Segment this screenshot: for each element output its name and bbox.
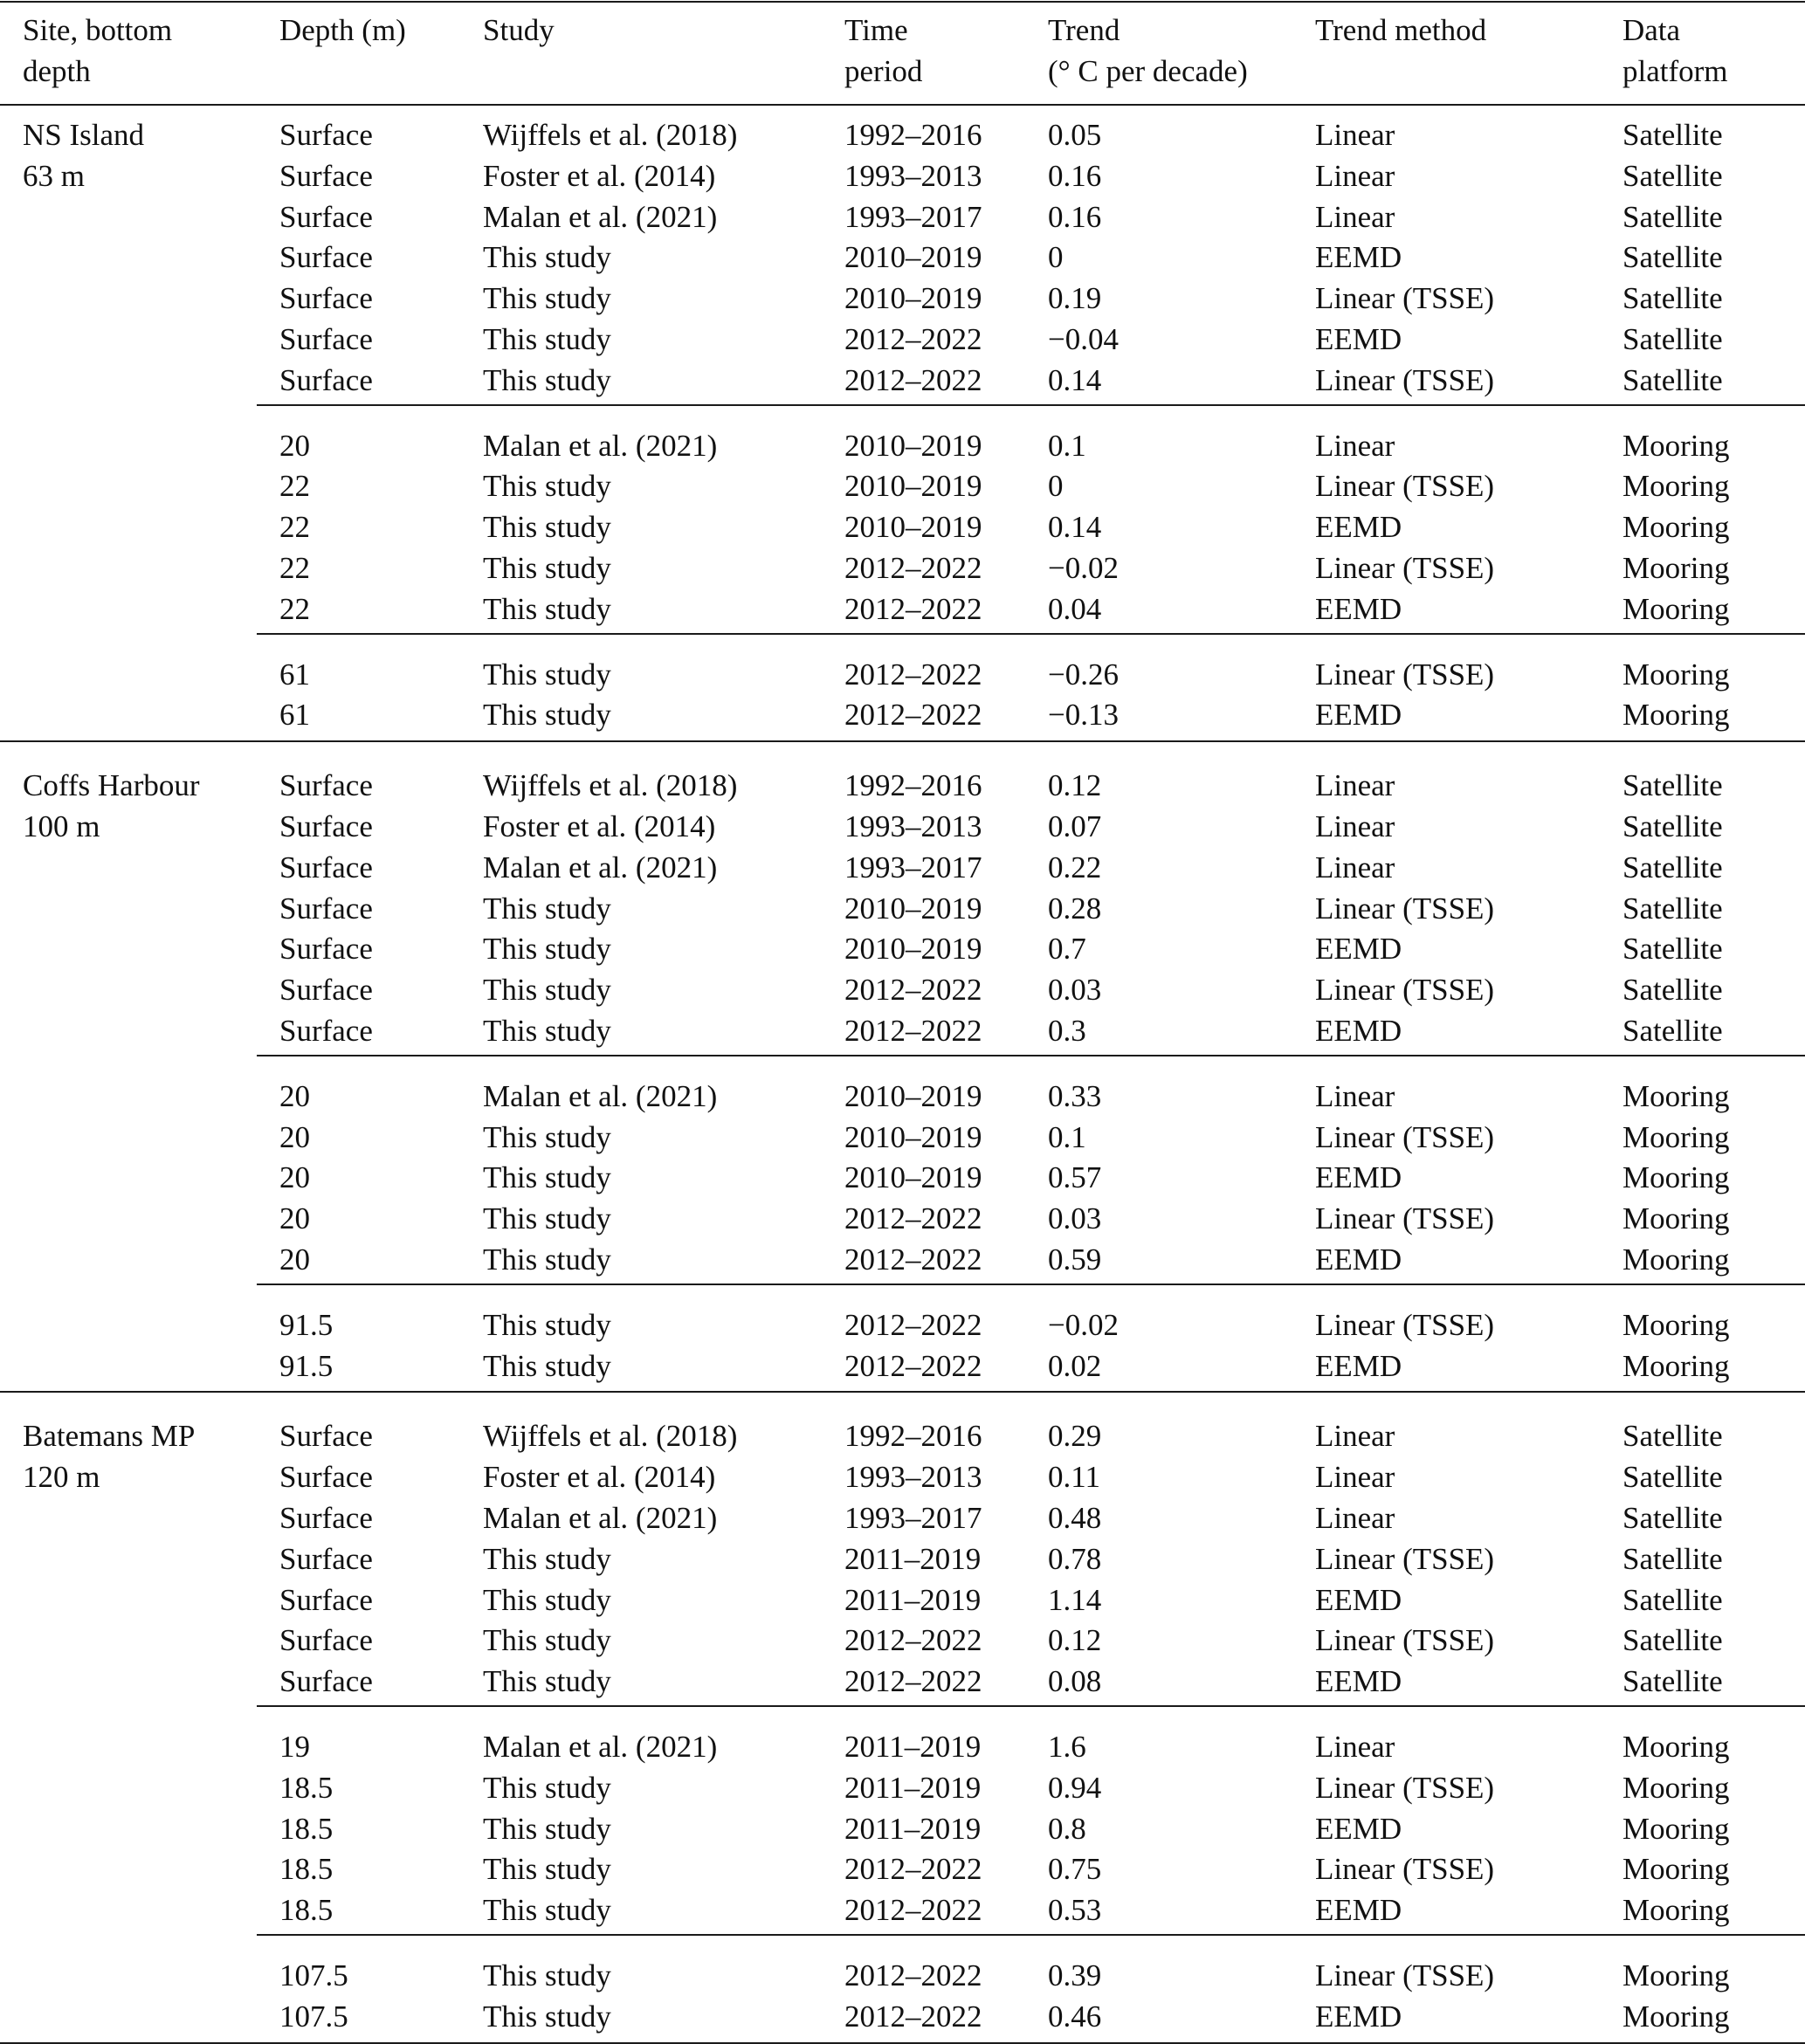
cell-depth: Surface bbox=[279, 1582, 373, 1617]
cell-method: Linear (TSSE) bbox=[1315, 657, 1495, 692]
cell-study: This study bbox=[483, 973, 611, 1008]
cell-method: EEMD bbox=[1315, 510, 1402, 545]
cell-platform: Satellite bbox=[1622, 322, 1723, 356]
cell-study: This study bbox=[483, 1770, 611, 1805]
cell-period: 1993–2017 bbox=[844, 850, 982, 884]
cell-trend: 0.46 bbox=[1048, 1999, 1102, 2034]
cell-period: 2012–2022 bbox=[844, 1893, 982, 1928]
header-site: depth bbox=[23, 54, 91, 88]
cell-depth: Surface bbox=[279, 281, 373, 316]
cell-period: 2010–2019 bbox=[844, 469, 982, 504]
cell-platform: Mooring bbox=[1622, 469, 1730, 504]
cell-method: EEMD bbox=[1315, 698, 1402, 733]
cell-platform: Mooring bbox=[1622, 1160, 1730, 1195]
header-period: Time bbox=[844, 13, 908, 47]
cell-platform: Satellite bbox=[1622, 362, 1723, 397]
cell-depth: 20 bbox=[279, 1160, 310, 1195]
cell-method: EEMD bbox=[1315, 1242, 1402, 1277]
cell-platform: Satellite bbox=[1622, 1014, 1723, 1048]
cell-method: Linear bbox=[1315, 158, 1395, 193]
cell-platform: Satellite bbox=[1622, 932, 1723, 967]
cell-depth: Surface bbox=[279, 932, 373, 967]
cell-period: 1993–2013 bbox=[844, 1460, 982, 1495]
cell-depth: 20 bbox=[279, 1201, 310, 1236]
cell-study: Foster et al. (2014) bbox=[483, 809, 716, 843]
cell-study: Malan et al. (2021) bbox=[483, 1730, 718, 1764]
cell-period: 2010–2019 bbox=[844, 1160, 982, 1195]
cell-study: This study bbox=[483, 1999, 611, 2034]
cell-method: Linear (TSSE) bbox=[1315, 1770, 1495, 1805]
cell-study: This study bbox=[483, 281, 611, 316]
cell-trend: 0.29 bbox=[1048, 1419, 1102, 1454]
cell-period: 2010–2019 bbox=[844, 240, 982, 275]
cell-method: EEMD bbox=[1315, 1582, 1402, 1617]
cell-method: Linear (TSSE) bbox=[1315, 362, 1495, 397]
cell-study: This study bbox=[483, 469, 611, 504]
cell-platform: Mooring bbox=[1622, 1119, 1730, 1154]
cell-period: 2010–2019 bbox=[844, 510, 982, 545]
cell-platform: Satellite bbox=[1622, 768, 1723, 803]
cell-depth: Surface bbox=[279, 891, 373, 926]
cell-study: Foster et al. (2014) bbox=[483, 158, 716, 193]
cell-trend: 0.1 bbox=[1048, 428, 1086, 463]
cell-platform: Mooring bbox=[1622, 1730, 1730, 1764]
site-bottom-depth: 63 m bbox=[23, 158, 85, 193]
cell-period: 2012–2022 bbox=[844, 973, 982, 1008]
cell-study: This study bbox=[483, 551, 611, 585]
cell-depth: Surface bbox=[279, 1014, 373, 1048]
group-rule bbox=[257, 1705, 1805, 1707]
group-rule bbox=[257, 1934, 1805, 1936]
cell-trend: 0.53 bbox=[1048, 1893, 1102, 1928]
cell-period: 1993–2017 bbox=[844, 1501, 982, 1535]
cell-study: This study bbox=[483, 1582, 611, 1617]
cell-method: Linear bbox=[1315, 850, 1395, 884]
cell-study: This study bbox=[483, 1664, 611, 1699]
cell-depth: Surface bbox=[279, 1541, 373, 1576]
cell-study: This study bbox=[483, 1160, 611, 1195]
cell-period: 2010–2019 bbox=[844, 891, 982, 926]
cell-depth: 18.5 bbox=[279, 1893, 334, 1928]
cell-depth: Surface bbox=[279, 322, 373, 356]
header-period: period bbox=[844, 54, 923, 88]
cell-period: 2011–2019 bbox=[844, 1770, 982, 1805]
cell-study: Wijffels et al. (2018) bbox=[483, 118, 738, 152]
cell-depth: Surface bbox=[279, 850, 373, 884]
cell-trend: 0.28 bbox=[1048, 891, 1102, 926]
cell-depth: 22 bbox=[279, 510, 310, 545]
cell-platform: Mooring bbox=[1622, 698, 1730, 733]
cell-period: 2010–2019 bbox=[844, 1119, 982, 1154]
cell-platform: Satellite bbox=[1622, 281, 1723, 316]
cell-depth: Surface bbox=[279, 1664, 373, 1699]
cell-trend: 0.16 bbox=[1048, 199, 1102, 234]
cell-trend: 0.14 bbox=[1048, 362, 1102, 397]
cell-period: 2012–2022 bbox=[844, 1242, 982, 1277]
cell-trend: 0.02 bbox=[1048, 1348, 1102, 1383]
cell-study: This study bbox=[483, 1811, 611, 1846]
cell-study: This study bbox=[483, 591, 611, 626]
cell-platform: Mooring bbox=[1622, 1958, 1730, 1992]
cell-study: This study bbox=[483, 322, 611, 356]
cell-study: Malan et al. (2021) bbox=[483, 1078, 718, 1113]
cell-platform: Mooring bbox=[1622, 1811, 1730, 1846]
cell-trend: 1.14 bbox=[1048, 1582, 1102, 1617]
cell-depth: Surface bbox=[279, 158, 373, 193]
cell-method: EEMD bbox=[1315, 322, 1402, 356]
site-rule bbox=[0, 1391, 1805, 1393]
cell-trend: 0.94 bbox=[1048, 1770, 1102, 1805]
cell-trend: −0.04 bbox=[1048, 322, 1119, 356]
cell-trend: 0.12 bbox=[1048, 1623, 1102, 1658]
header-trend: (° C per decade) bbox=[1048, 54, 1248, 88]
cell-study: This study bbox=[483, 362, 611, 397]
cell-depth: 18.5 bbox=[279, 1770, 334, 1805]
cell-method: Linear (TSSE) bbox=[1315, 1541, 1495, 1576]
cell-trend: 0.33 bbox=[1048, 1078, 1102, 1113]
cell-trend: 0.7 bbox=[1048, 932, 1086, 967]
cell-trend: −0.26 bbox=[1048, 657, 1119, 692]
cell-study: This study bbox=[483, 1242, 611, 1277]
cell-trend: 0.03 bbox=[1048, 973, 1102, 1008]
cell-period: 2010–2019 bbox=[844, 281, 982, 316]
cell-method: Linear bbox=[1315, 1730, 1395, 1764]
cell-method: EEMD bbox=[1315, 932, 1402, 967]
cell-platform: Mooring bbox=[1622, 591, 1730, 626]
cell-trend: 0.75 bbox=[1048, 1852, 1102, 1887]
site-bottom-depth: 120 m bbox=[23, 1460, 100, 1495]
cell-study: This study bbox=[483, 240, 611, 275]
cell-platform: Mooring bbox=[1622, 510, 1730, 545]
cell-method: EEMD bbox=[1315, 1893, 1402, 1928]
cell-platform: Satellite bbox=[1622, 158, 1723, 193]
cell-platform: Satellite bbox=[1622, 118, 1723, 152]
cell-study: This study bbox=[483, 891, 611, 926]
cell-period: 2012–2022 bbox=[844, 1201, 982, 1236]
cell-study: Malan et al. (2021) bbox=[483, 199, 718, 234]
cell-depth: Surface bbox=[279, 1419, 373, 1454]
cell-method: Linear (TSSE) bbox=[1315, 1958, 1495, 1992]
cell-platform: Mooring bbox=[1622, 1348, 1730, 1383]
cell-study: This study bbox=[483, 1893, 611, 1928]
cell-period: 2012–2022 bbox=[844, 1348, 982, 1383]
cell-period: 2012–2022 bbox=[844, 1014, 982, 1048]
cell-depth: Surface bbox=[279, 362, 373, 397]
cell-period: 2012–2022 bbox=[844, 1664, 982, 1699]
cell-method: EEMD bbox=[1315, 1999, 1402, 2034]
cell-method: Linear (TSSE) bbox=[1315, 1852, 1495, 1887]
cell-period: 2010–2019 bbox=[844, 1078, 982, 1113]
cell-depth: 20 bbox=[279, 1119, 310, 1154]
cell-method: Linear (TSSE) bbox=[1315, 1307, 1495, 1342]
group-rule bbox=[257, 1055, 1805, 1056]
cell-period: 2011–2019 bbox=[844, 1811, 982, 1846]
cell-study: This study bbox=[483, 1541, 611, 1576]
cell-method: Linear bbox=[1315, 1501, 1395, 1535]
header-platform: Data bbox=[1622, 13, 1681, 47]
cell-period: 2012–2022 bbox=[844, 1999, 982, 2034]
header-site: Site, bottom bbox=[23, 13, 173, 47]
cell-study: Malan et al. (2021) bbox=[483, 850, 718, 884]
cell-depth: 61 bbox=[279, 698, 310, 733]
cell-period: 2012–2022 bbox=[844, 322, 982, 356]
header-method: Trend method bbox=[1315, 13, 1487, 47]
cell-platform: Satellite bbox=[1622, 1460, 1723, 1495]
cell-depth: Surface bbox=[279, 1460, 373, 1495]
cell-trend: 0.48 bbox=[1048, 1501, 1102, 1535]
cell-trend: 0.39 bbox=[1048, 1958, 1102, 1992]
cell-method: Linear (TSSE) bbox=[1315, 1623, 1495, 1658]
cell-depth: 22 bbox=[279, 551, 310, 585]
cell-period: 1992–2016 bbox=[844, 1419, 982, 1454]
cell-period: 1993–2013 bbox=[844, 158, 982, 193]
cell-period: 2012–2022 bbox=[844, 1623, 982, 1658]
cell-period: 1993–2013 bbox=[844, 809, 982, 843]
cell-trend: 0.11 bbox=[1048, 1460, 1100, 1495]
cell-platform: Mooring bbox=[1622, 657, 1730, 692]
table-bottom-rule bbox=[0, 2042, 1805, 2044]
cell-platform: Satellite bbox=[1622, 1501, 1723, 1535]
cell-study: Foster et al. (2014) bbox=[483, 1460, 716, 1495]
cell-platform: Mooring bbox=[1622, 1201, 1730, 1236]
cell-study: This study bbox=[483, 657, 611, 692]
cell-study: This study bbox=[483, 1201, 611, 1236]
cell-trend: 0 bbox=[1048, 240, 1064, 275]
cell-period: 2011–2019 bbox=[844, 1730, 982, 1764]
cell-period: 2011–2019 bbox=[844, 1541, 982, 1576]
cell-depth: 61 bbox=[279, 657, 310, 692]
cell-study: Wijffels et al. (2018) bbox=[483, 1419, 738, 1454]
cell-period: 2012–2022 bbox=[844, 698, 982, 733]
cell-method: EEMD bbox=[1315, 1664, 1402, 1699]
cell-depth: Surface bbox=[279, 240, 373, 275]
cell-method: Linear (TSSE) bbox=[1315, 891, 1495, 926]
cell-method: Linear (TSSE) bbox=[1315, 469, 1495, 504]
header-rule bbox=[0, 104, 1805, 106]
cell-depth: 91.5 bbox=[279, 1348, 334, 1383]
cell-platform: Satellite bbox=[1622, 1582, 1723, 1617]
cell-depth: Surface bbox=[279, 118, 373, 152]
cell-trend: 0.07 bbox=[1048, 809, 1102, 843]
cell-depth: Surface bbox=[279, 973, 373, 1008]
cell-method: Linear bbox=[1315, 1078, 1395, 1113]
cell-platform: Mooring bbox=[1622, 1242, 1730, 1277]
header-platform: platform bbox=[1622, 54, 1728, 88]
cell-period: 2012–2022 bbox=[844, 1852, 982, 1887]
cell-trend: 0.22 bbox=[1048, 850, 1102, 884]
cell-depth: 22 bbox=[279, 591, 310, 626]
table-top-rule bbox=[0, 1, 1805, 3]
cell-method: Linear bbox=[1315, 1460, 1395, 1495]
cell-depth: Surface bbox=[279, 768, 373, 803]
cell-trend: 0.08 bbox=[1048, 1664, 1102, 1699]
cell-trend: 0.14 bbox=[1048, 510, 1102, 545]
cell-platform: Mooring bbox=[1622, 1893, 1730, 1928]
cell-period: 2010–2019 bbox=[844, 428, 982, 463]
cell-trend: 0.12 bbox=[1048, 768, 1102, 803]
header-trend: Trend bbox=[1048, 13, 1120, 47]
cell-platform: Mooring bbox=[1622, 1852, 1730, 1887]
cell-method: Linear (TSSE) bbox=[1315, 1119, 1495, 1154]
cell-trend: 0.1 bbox=[1048, 1119, 1086, 1154]
cell-period: 1993–2017 bbox=[844, 199, 982, 234]
cell-depth: 20 bbox=[279, 1078, 310, 1113]
cell-trend: 0.3 bbox=[1048, 1014, 1086, 1048]
cell-period: 2011–2019 bbox=[844, 1582, 982, 1617]
cell-trend: 0.57 bbox=[1048, 1160, 1102, 1195]
site-name: NS Island bbox=[23, 118, 145, 152]
cell-depth: 19 bbox=[279, 1730, 310, 1764]
cell-platform: Mooring bbox=[1622, 428, 1730, 463]
header-depth: Depth (m) bbox=[279, 13, 406, 47]
header-study: Study bbox=[483, 13, 555, 47]
cell-depth: 107.5 bbox=[279, 1999, 348, 2034]
cell-method: EEMD bbox=[1315, 1348, 1402, 1383]
cell-study: This study bbox=[483, 1119, 611, 1154]
cell-trend: −0.13 bbox=[1048, 698, 1119, 733]
cell-period: 2010–2019 bbox=[844, 932, 982, 967]
cell-platform: Satellite bbox=[1622, 1419, 1723, 1454]
cell-trend: −0.02 bbox=[1048, 551, 1119, 585]
site-name: Coffs Harbour bbox=[23, 768, 200, 803]
cell-method: Linear (TSSE) bbox=[1315, 281, 1495, 316]
cell-platform: Satellite bbox=[1622, 809, 1723, 843]
cell-method: Linear bbox=[1315, 199, 1395, 234]
cell-study: Malan et al. (2021) bbox=[483, 1501, 718, 1535]
cell-depth: 18.5 bbox=[279, 1852, 334, 1887]
site-rule bbox=[0, 740, 1805, 742]
cell-study: This study bbox=[483, 932, 611, 967]
cell-depth: 107.5 bbox=[279, 1958, 348, 1992]
cell-platform: Mooring bbox=[1622, 1307, 1730, 1342]
cell-platform: Satellite bbox=[1622, 1623, 1723, 1658]
cell-platform: Mooring bbox=[1622, 1999, 1730, 2034]
group-rule bbox=[257, 633, 1805, 635]
cell-study: Malan et al. (2021) bbox=[483, 428, 718, 463]
cell-trend: −0.02 bbox=[1048, 1307, 1119, 1342]
cell-method: EEMD bbox=[1315, 240, 1402, 275]
cell-trend: 0.59 bbox=[1048, 1242, 1102, 1277]
cell-trend: 0.16 bbox=[1048, 158, 1102, 193]
cell-period: 1992–2016 bbox=[844, 768, 982, 803]
cell-period: 2012–2022 bbox=[844, 591, 982, 626]
cell-trend: 0.05 bbox=[1048, 118, 1102, 152]
cell-period: 2012–2022 bbox=[844, 1307, 982, 1342]
cell-period: 1992–2016 bbox=[844, 118, 982, 152]
cell-depth: Surface bbox=[279, 1623, 373, 1658]
cell-study: This study bbox=[483, 1852, 611, 1887]
cell-period: 2012–2022 bbox=[844, 1958, 982, 1992]
cell-study: This study bbox=[483, 698, 611, 733]
cell-platform: Satellite bbox=[1622, 891, 1723, 926]
cell-platform: Satellite bbox=[1622, 1664, 1723, 1699]
cell-study: This study bbox=[483, 1348, 611, 1383]
cell-platform: Mooring bbox=[1622, 1078, 1730, 1113]
cell-platform: Mooring bbox=[1622, 1770, 1730, 1805]
cell-study: This study bbox=[483, 1014, 611, 1048]
cell-study: This study bbox=[483, 510, 611, 545]
cell-trend: 0.03 bbox=[1048, 1201, 1102, 1236]
cell-period: 2012–2022 bbox=[844, 551, 982, 585]
cell-method: Linear bbox=[1315, 768, 1395, 803]
cell-depth: Surface bbox=[279, 199, 373, 234]
cell-depth: Surface bbox=[279, 809, 373, 843]
cell-method: EEMD bbox=[1315, 591, 1402, 626]
cell-method: Linear (TSSE) bbox=[1315, 551, 1495, 585]
cell-trend: 0 bbox=[1048, 469, 1064, 504]
cell-method: EEMD bbox=[1315, 1014, 1402, 1048]
cell-trend: 0.78 bbox=[1048, 1541, 1102, 1576]
group-rule bbox=[257, 1284, 1805, 1285]
cell-method: Linear bbox=[1315, 809, 1395, 843]
cell-platform: Satellite bbox=[1622, 1541, 1723, 1576]
cell-platform: Satellite bbox=[1622, 199, 1723, 234]
cell-depth: 20 bbox=[279, 428, 310, 463]
cell-method: Linear bbox=[1315, 428, 1395, 463]
cell-platform: Satellite bbox=[1622, 973, 1723, 1008]
cell-period: 2012–2022 bbox=[844, 362, 982, 397]
site-name: Batemans MP bbox=[23, 1419, 196, 1454]
cell-method: EEMD bbox=[1315, 1811, 1402, 1846]
cell-study: This study bbox=[483, 1958, 611, 1992]
cell-trend: 0.04 bbox=[1048, 591, 1102, 626]
cell-trend: 0.19 bbox=[1048, 281, 1102, 316]
cell-depth: 20 bbox=[279, 1242, 310, 1277]
cell-method: Linear (TSSE) bbox=[1315, 973, 1495, 1008]
cell-period: 2012–2022 bbox=[844, 657, 982, 692]
cell-depth: 91.5 bbox=[279, 1307, 334, 1342]
cell-depth: 18.5 bbox=[279, 1811, 334, 1846]
site-bottom-depth: 100 m bbox=[23, 809, 100, 843]
cell-method: Linear bbox=[1315, 1419, 1395, 1454]
cell-study: Wijffels et al. (2018) bbox=[483, 768, 738, 803]
cell-depth: Surface bbox=[279, 1501, 373, 1535]
cell-trend: 0.8 bbox=[1048, 1811, 1086, 1846]
group-rule bbox=[257, 404, 1805, 406]
cell-platform: Mooring bbox=[1622, 551, 1730, 585]
cell-platform: Satellite bbox=[1622, 850, 1723, 884]
cell-study: This study bbox=[483, 1307, 611, 1342]
cell-study: This study bbox=[483, 1623, 611, 1658]
cell-trend: 1.6 bbox=[1048, 1730, 1086, 1764]
cell-method: EEMD bbox=[1315, 1160, 1402, 1195]
cell-platform: Satellite bbox=[1622, 240, 1723, 275]
cell-depth: 22 bbox=[279, 469, 310, 504]
cell-method: Linear (TSSE) bbox=[1315, 1201, 1495, 1236]
cell-method: Linear bbox=[1315, 118, 1395, 152]
